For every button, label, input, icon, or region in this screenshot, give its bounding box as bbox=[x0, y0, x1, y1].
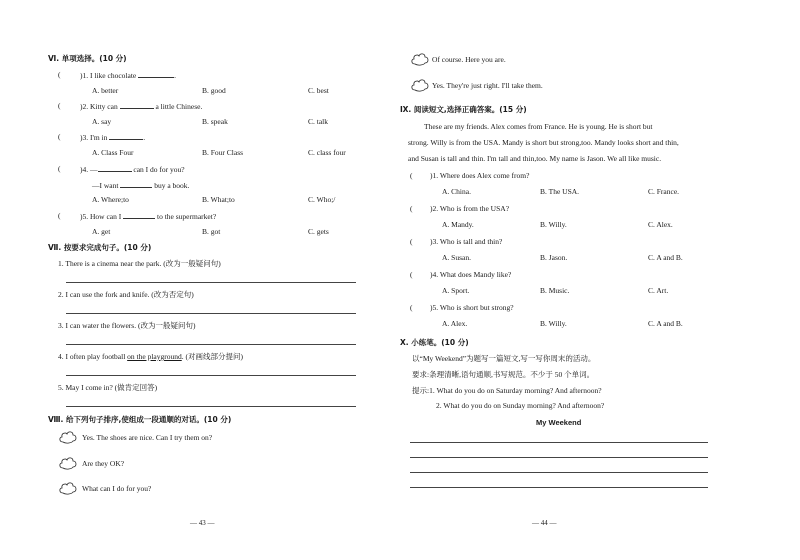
answer-blank[interactable] bbox=[138, 70, 174, 78]
cloud-answer-box[interactable] bbox=[58, 456, 78, 470]
option-b: B. Music. bbox=[540, 286, 570, 295]
answer-line[interactable] bbox=[66, 282, 356, 283]
writing-instruction: 以“My Weekend”为题写一篇短文,写一写你周末的活动。 bbox=[412, 354, 596, 363]
section-7-title: Ⅶ. 按要求完成句子。(10 分) bbox=[48, 243, 152, 252]
question-stem: )1. I like chocolate . bbox=[80, 71, 176, 80]
option-c: C. Alex. bbox=[648, 220, 673, 229]
option-a: A. better bbox=[92, 86, 119, 95]
reading-question: )2. Who is from the USA? bbox=[430, 204, 510, 213]
option-b: B. good bbox=[202, 86, 226, 95]
option-b: B. got bbox=[202, 227, 221, 236]
section-9-title: Ⅸ. 阅读短文,选择正确答案。(15 分) bbox=[400, 105, 527, 114]
writing-line[interactable] bbox=[410, 487, 708, 488]
option-c: C. talk bbox=[308, 117, 328, 126]
rewrite-question-5: 5. May I come in? (做肯定回答) bbox=[58, 383, 158, 392]
option-c: C. Who;/ bbox=[308, 195, 336, 204]
option-b: B. Willy. bbox=[540, 220, 567, 229]
option-a: A. say bbox=[92, 117, 112, 126]
cloud-answer-box[interactable] bbox=[58, 481, 78, 495]
rewrite-question-3: 3. I can water the flowers. (改为一般疑问句) bbox=[58, 321, 196, 330]
dialogue-sentence: Yes. The shoes are nice. Can I try them on? bbox=[82, 433, 213, 442]
passage-line: strong. Willy is from the USA. Mandy is short but strong,too. Mandy looks short and thin, bbox=[408, 138, 679, 147]
answer-paren: ( bbox=[410, 270, 413, 279]
answer-paren: ( bbox=[410, 171, 413, 180]
option-a: A. Mandy. bbox=[442, 220, 474, 229]
writing-requirement: 要求:条理清晰,语句通顺,书写规范。不少于 50 个单词。 bbox=[412, 370, 595, 379]
reading-question: )4. What does Mandy like? bbox=[430, 270, 512, 279]
cloud-answer-box[interactable] bbox=[410, 52, 430, 66]
answer-paren: ( bbox=[410, 204, 413, 213]
writing-hint-1: 提示:1. What do you do on Saturday morning? And afternoon? bbox=[412, 386, 602, 395]
option-a: A. Class Four bbox=[92, 148, 134, 157]
answer-paren: ( bbox=[410, 303, 413, 312]
dialogue-sentence: What can I do for you? bbox=[82, 484, 152, 493]
option-b: B. Jason. bbox=[540, 253, 568, 262]
question-stem-line2: —I want buy a book. bbox=[92, 181, 190, 190]
option-a: A. get bbox=[92, 227, 111, 236]
answer-paren: ( bbox=[58, 211, 61, 220]
answer-paren: ( bbox=[58, 164, 61, 173]
writing-hint-2: 2. What do you do on Sunday morning? And afternoon? bbox=[436, 401, 605, 410]
answer-blank[interactable] bbox=[120, 101, 154, 109]
dialogue-sentence: Are they OK? bbox=[82, 459, 125, 468]
answer-paren: ( bbox=[58, 101, 61, 110]
answer-blank[interactable] bbox=[123, 211, 155, 219]
option-b: B. The USA. bbox=[540, 187, 580, 196]
answer-blank[interactable] bbox=[109, 132, 143, 140]
section-10-title: Ⅹ. 小练笔。(10 分) bbox=[400, 338, 469, 347]
dialogue-sentence: Yes. They're just right. I'll take them. bbox=[432, 81, 543, 90]
cloud-answer-box[interactable] bbox=[410, 78, 430, 92]
passage-line: These are my friends. Alex comes from France. He is young. He is short but bbox=[424, 122, 653, 131]
right-page bbox=[400, 0, 800, 560]
rewrite-question-2: 2. I can use the fork and knife. (改为否定句) bbox=[58, 290, 194, 299]
page-number: — 43 — bbox=[190, 519, 215, 527]
option-c: C. best bbox=[308, 86, 329, 95]
writing-line[interactable] bbox=[410, 457, 708, 458]
option-a: A. China. bbox=[442, 187, 471, 196]
option-a: A. Susan. bbox=[442, 253, 471, 262]
option-b: B. What;to bbox=[202, 195, 235, 204]
option-c: C. France. bbox=[648, 187, 680, 196]
essay-title: My Weekend bbox=[536, 418, 582, 427]
passage-line: and Susan is tall and thin. I'm tall and thin,too. My name is Jason. We all like music. bbox=[408, 154, 662, 163]
option-c: C. gets bbox=[308, 227, 329, 236]
question-stem: )4. — can I do for you? bbox=[80, 165, 185, 174]
answer-line[interactable] bbox=[66, 375, 356, 376]
section-8-title: Ⅷ. 给下列句子排序,使组成一段通顺的对话。(10 分) bbox=[48, 415, 232, 424]
option-c: C. A and B. bbox=[648, 253, 683, 262]
option-a: A. Sport. bbox=[442, 286, 470, 295]
writing-line[interactable] bbox=[410, 442, 708, 443]
rewrite-question-1: 1. There is a cinema near the park. (改为一般疑问句) bbox=[58, 259, 221, 268]
answer-line[interactable] bbox=[66, 406, 356, 407]
option-b: B. speak bbox=[202, 117, 228, 126]
rewrite-question-4: 4. I often play football on the playground. (对画线部分提问) bbox=[58, 352, 243, 361]
cloud-answer-box[interactable] bbox=[58, 430, 78, 444]
answer-blank[interactable] bbox=[98, 164, 132, 172]
option-c: C. class four bbox=[308, 148, 346, 157]
reading-question: )5. Who is short but strong? bbox=[430, 303, 514, 312]
writing-line[interactable] bbox=[410, 472, 708, 473]
page-number: — 44 — bbox=[532, 519, 557, 527]
answer-line[interactable] bbox=[66, 344, 356, 345]
option-a: A. Alex. bbox=[442, 319, 468, 328]
option-b: B. Four Class bbox=[202, 148, 244, 157]
option-a: A. Where;to bbox=[92, 195, 129, 204]
question-stem: )2. Kitty can a little Chinese. bbox=[80, 102, 203, 111]
dialogue-sentence: Of course. Here you are. bbox=[432, 55, 506, 64]
answer-blank[interactable] bbox=[120, 180, 152, 188]
answer-paren: ( bbox=[58, 70, 61, 79]
option-b: B. Willy. bbox=[540, 319, 567, 328]
section-6-title: Ⅵ. 单项选择。(10 分) bbox=[48, 54, 127, 63]
reading-question: )3. Who is tall and thin? bbox=[430, 237, 503, 246]
question-stem: )5. How can I to the supermarket? bbox=[80, 212, 217, 221]
option-c: C. Art. bbox=[648, 286, 669, 295]
answer-paren: ( bbox=[410, 237, 413, 246]
underlined-phrase: on the playground bbox=[127, 352, 182, 361]
option-c: C. A and B. bbox=[648, 319, 683, 328]
answer-line[interactable] bbox=[66, 313, 356, 314]
reading-question: )1. Where does Alex come from? bbox=[430, 171, 530, 180]
question-stem: )3. I'm in . bbox=[80, 133, 146, 142]
answer-paren: ( bbox=[58, 132, 61, 141]
